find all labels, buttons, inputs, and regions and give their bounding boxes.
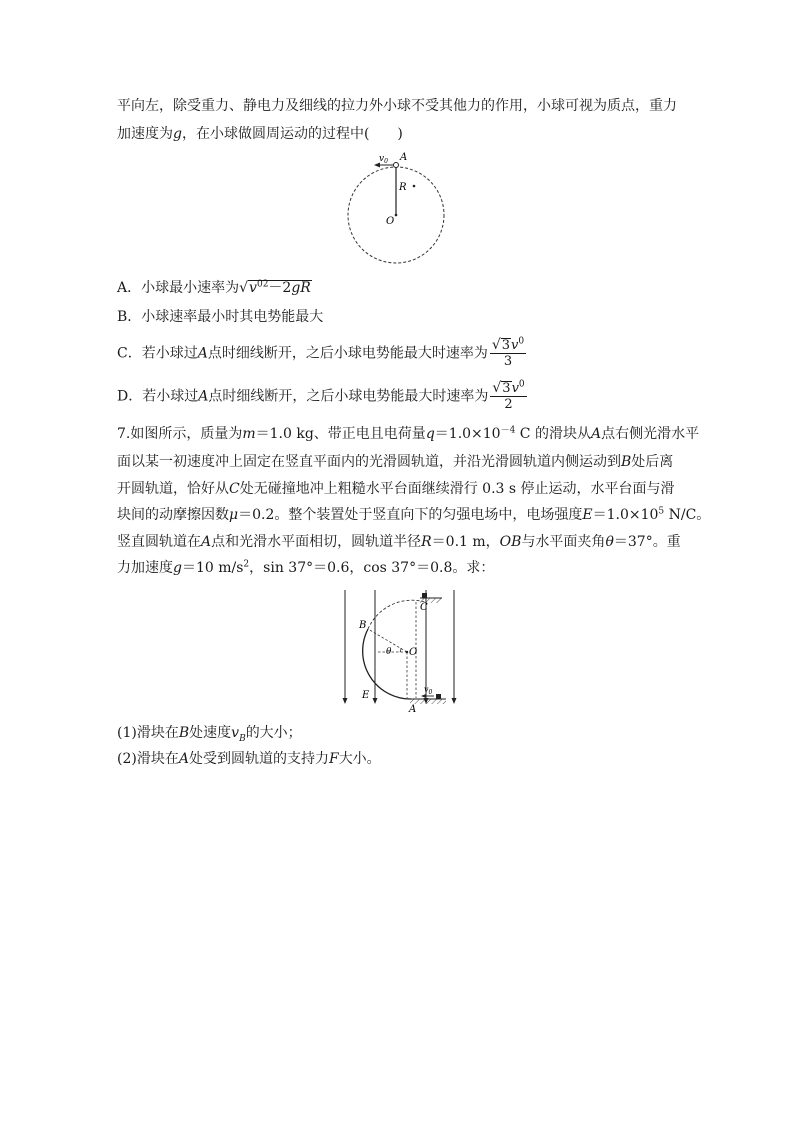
option-A-prefix: A．小球最小速率为 — [117, 280, 240, 296]
fig2-label-theta: θ — [386, 647, 392, 657]
text-q7-l1e: 点右侧光滑水平 — [601, 426, 700, 442]
text-q7-l1b: ＝1.0 kg、带正电且电荷量 — [255, 426, 426, 442]
text-q7-l3a: 开圆轨道，恰好从 — [117, 481, 229, 497]
q7-line-5 — [117, 532, 681, 552]
option-A — [117, 277, 312, 297]
fig2-label-C: C — [420, 602, 428, 613]
text-q7-l1a: A — [590, 426, 602, 442]
var-v: v — [511, 381, 519, 396]
text-q7-l1d: C 的滑块从 — [515, 426, 591, 442]
option-D-prefix: D．若小球过 — [117, 388, 199, 405]
sqrt-3: 3 — [501, 338, 511, 353]
sub-question-2 — [117, 749, 381, 769]
text-fig1-label-v0-sub: 0 — [384, 158, 388, 165]
text-q7-l5ob: OB — [499, 534, 522, 550]
text-q7-l5e: ＝37°。重 — [613, 534, 681, 550]
text-q7-l4exp: 5 — [658, 506, 665, 517]
text-q7-sub2c: 大小。 — [338, 751, 381, 767]
sup-0: 0 — [518, 379, 525, 390]
sup-0: 0 — [518, 336, 525, 347]
minus-2: －2 — [268, 280, 292, 296]
option-D-suffix: 点时细线断开，之后小球电势能最大时速率为 — [208, 388, 489, 405]
q7-line-6 — [117, 558, 494, 578]
block-C — [422, 593, 427, 598]
text-q7-sub2f: F — [328, 751, 339, 767]
fig2-label-A: A — [409, 704, 417, 714]
q7-line-4 — [117, 505, 710, 525]
intro-line-2 — [117, 124, 403, 144]
text-q7-l5c: ＝0.1 m， — [431, 534, 500, 550]
center-O — [406, 651, 408, 653]
denominator: 3 — [503, 354, 513, 369]
center-dot-O — [395, 214, 398, 217]
text-q7-sub1b: B — [178, 725, 190, 741]
text-q7-l6b: ＝10 m/s — [181, 560, 244, 576]
option-A-radicand — [248, 280, 312, 295]
option-B-text: B．小球速率最小时其电势能最大 — [117, 309, 324, 325]
var-v: v — [511, 338, 519, 353]
figure-track — [338, 588, 462, 714]
text-q7-l2: 面以某一初速度冲上固定在竖直平面内的光滑圆轨道，并沿光滑圆轨道内侧运动到 — [117, 454, 621, 470]
text-q7-l3b: 处无碰撞地冲上粗糙水平台面继续滑行 0.3 s 停止运动，水平台面与滑 — [239, 481, 675, 497]
text-q7-sub2a: A — [178, 751, 189, 767]
intro-var-g: g — [173, 126, 182, 142]
text-q7-l5a: 竖直圆轨道在 — [117, 534, 201, 550]
text-q7-l4c: ＝1.0×10 — [592, 507, 659, 523]
text-fig1-label-v0: v — [379, 154, 385, 164]
dashed-trajectory-arc — [368, 600, 425, 629]
intro-text-1: 平向左，除受重力、静电力及细线的拉力外小球不受其他力的作用，小球可视为质点，重力 — [117, 98, 677, 114]
fig1-label-R: R — [399, 182, 407, 193]
var-A: A — [197, 345, 208, 362]
text-q7-l1a: 7.如图所示，质量为 — [117, 426, 243, 442]
text-q7-sub2a: (2)滑块在 — [117, 751, 179, 767]
text-q7-l4e: E — [582, 507, 593, 523]
text-q7-sub1b: 处速度 — [189, 725, 232, 741]
option-C-suffix: 点时细线断开，之后小球电势能最大时速率为 — [207, 345, 488, 362]
var-gR: gR — [291, 280, 311, 296]
sub-question-1 — [117, 723, 302, 743]
text-q7-l4b: ＝0.2。整个装置处于竖直向下的匀强电场中，电场强度 — [238, 507, 583, 523]
small-dot — [413, 185, 416, 188]
intro-line-1 — [117, 96, 677, 116]
text-fig2-label-v0: v — [424, 685, 429, 694]
option-C-fraction: $\frac{√3v^0}{3}$ — [491, 336, 525, 369]
text-q7-l4mu: μ — [229, 507, 239, 523]
text-q7-l2b: 处后离 — [631, 454, 674, 470]
text-q7-l1c: ＝1.0×10 — [434, 426, 501, 442]
var-A: A — [198, 388, 209, 405]
angle-arc — [400, 648, 401, 652]
solid-track-arc — [363, 629, 411, 699]
option-C-prefix: C．若小球过 — [117, 345, 198, 362]
q7-line-2 — [117, 452, 673, 472]
figure-circle — [340, 148, 454, 270]
text-q7-sub1a: (1)滑块在 — [117, 725, 179, 741]
text-q7-l1exp: －4 — [500, 425, 516, 436]
text-q7-l6g: g — [173, 560, 182, 576]
text-q7-sub1v: v — [231, 725, 240, 741]
option-C — [117, 338, 526, 369]
option-B — [117, 306, 323, 326]
text-q7-sub1vsub: B — [239, 733, 246, 744]
text-q7-l5d: 与水平面夹角 — [521, 534, 606, 550]
option-D — [117, 381, 527, 412]
text-q7-l5a: A — [201, 534, 212, 550]
q7-line-1 — [117, 424, 699, 444]
denominator: 2 — [504, 397, 513, 412]
text-q7-l5theta: θ — [605, 534, 614, 550]
text-q7-l3c: C — [229, 481, 240, 497]
text-q7-l5b: 点和光滑水平面相切，圆轨道半径 — [211, 534, 422, 550]
fig1-label-A: A — [400, 152, 408, 163]
fig1-label-v0 — [379, 154, 388, 165]
fig1-label-O: O — [386, 216, 395, 227]
text-q7-l6exp: 2 — [243, 559, 250, 570]
text-q7-l5r: R — [421, 534, 432, 550]
text-q7-l1q: q — [425, 426, 435, 442]
text-q7-l2b: B — [621, 454, 632, 470]
text-q7-l4d: N/C。 — [664, 507, 711, 523]
var-v: v — [249, 280, 257, 296]
option-D-fraction: $\frac{√3v^0}{2}$ — [492, 379, 525, 412]
sup-02: 02 — [256, 279, 269, 290]
sqrt-3: 3 — [502, 381, 511, 396]
text-q7-l1m: m — [242, 426, 256, 442]
text-q7-l4a: 块间的动摩擦因数 — [117, 507, 229, 523]
text-q7-sub1c: 的大小； — [245, 725, 302, 741]
fig2-label-E: E — [362, 690, 370, 701]
fig2-label-B: B — [359, 620, 367, 631]
text-q7-sub2b: 处受到圆轨道的支持力 — [188, 751, 329, 767]
fig2-label-O: O — [409, 647, 418, 658]
ball-A — [394, 163, 399, 168]
velocity-arrowhead-v0 — [421, 694, 426, 698]
sqrt-sign: √ — [239, 280, 249, 296]
q7-line-3 — [117, 479, 675, 499]
text-fig2-label-v0-sub: 0 — [428, 689, 433, 696]
text-q7-l6a: 力加速度 — [117, 560, 173, 576]
intro-text-2a: 加速度为 — [117, 126, 173, 142]
block-A — [436, 694, 441, 699]
text-q7-l6c: ，sin 37°＝0.6，cos 37°＝0.8。求： — [249, 560, 495, 576]
intro-text-2b: ，在小球做圆周运动的过程中( ) — [181, 126, 403, 142]
field-lines — [345, 590, 454, 700]
